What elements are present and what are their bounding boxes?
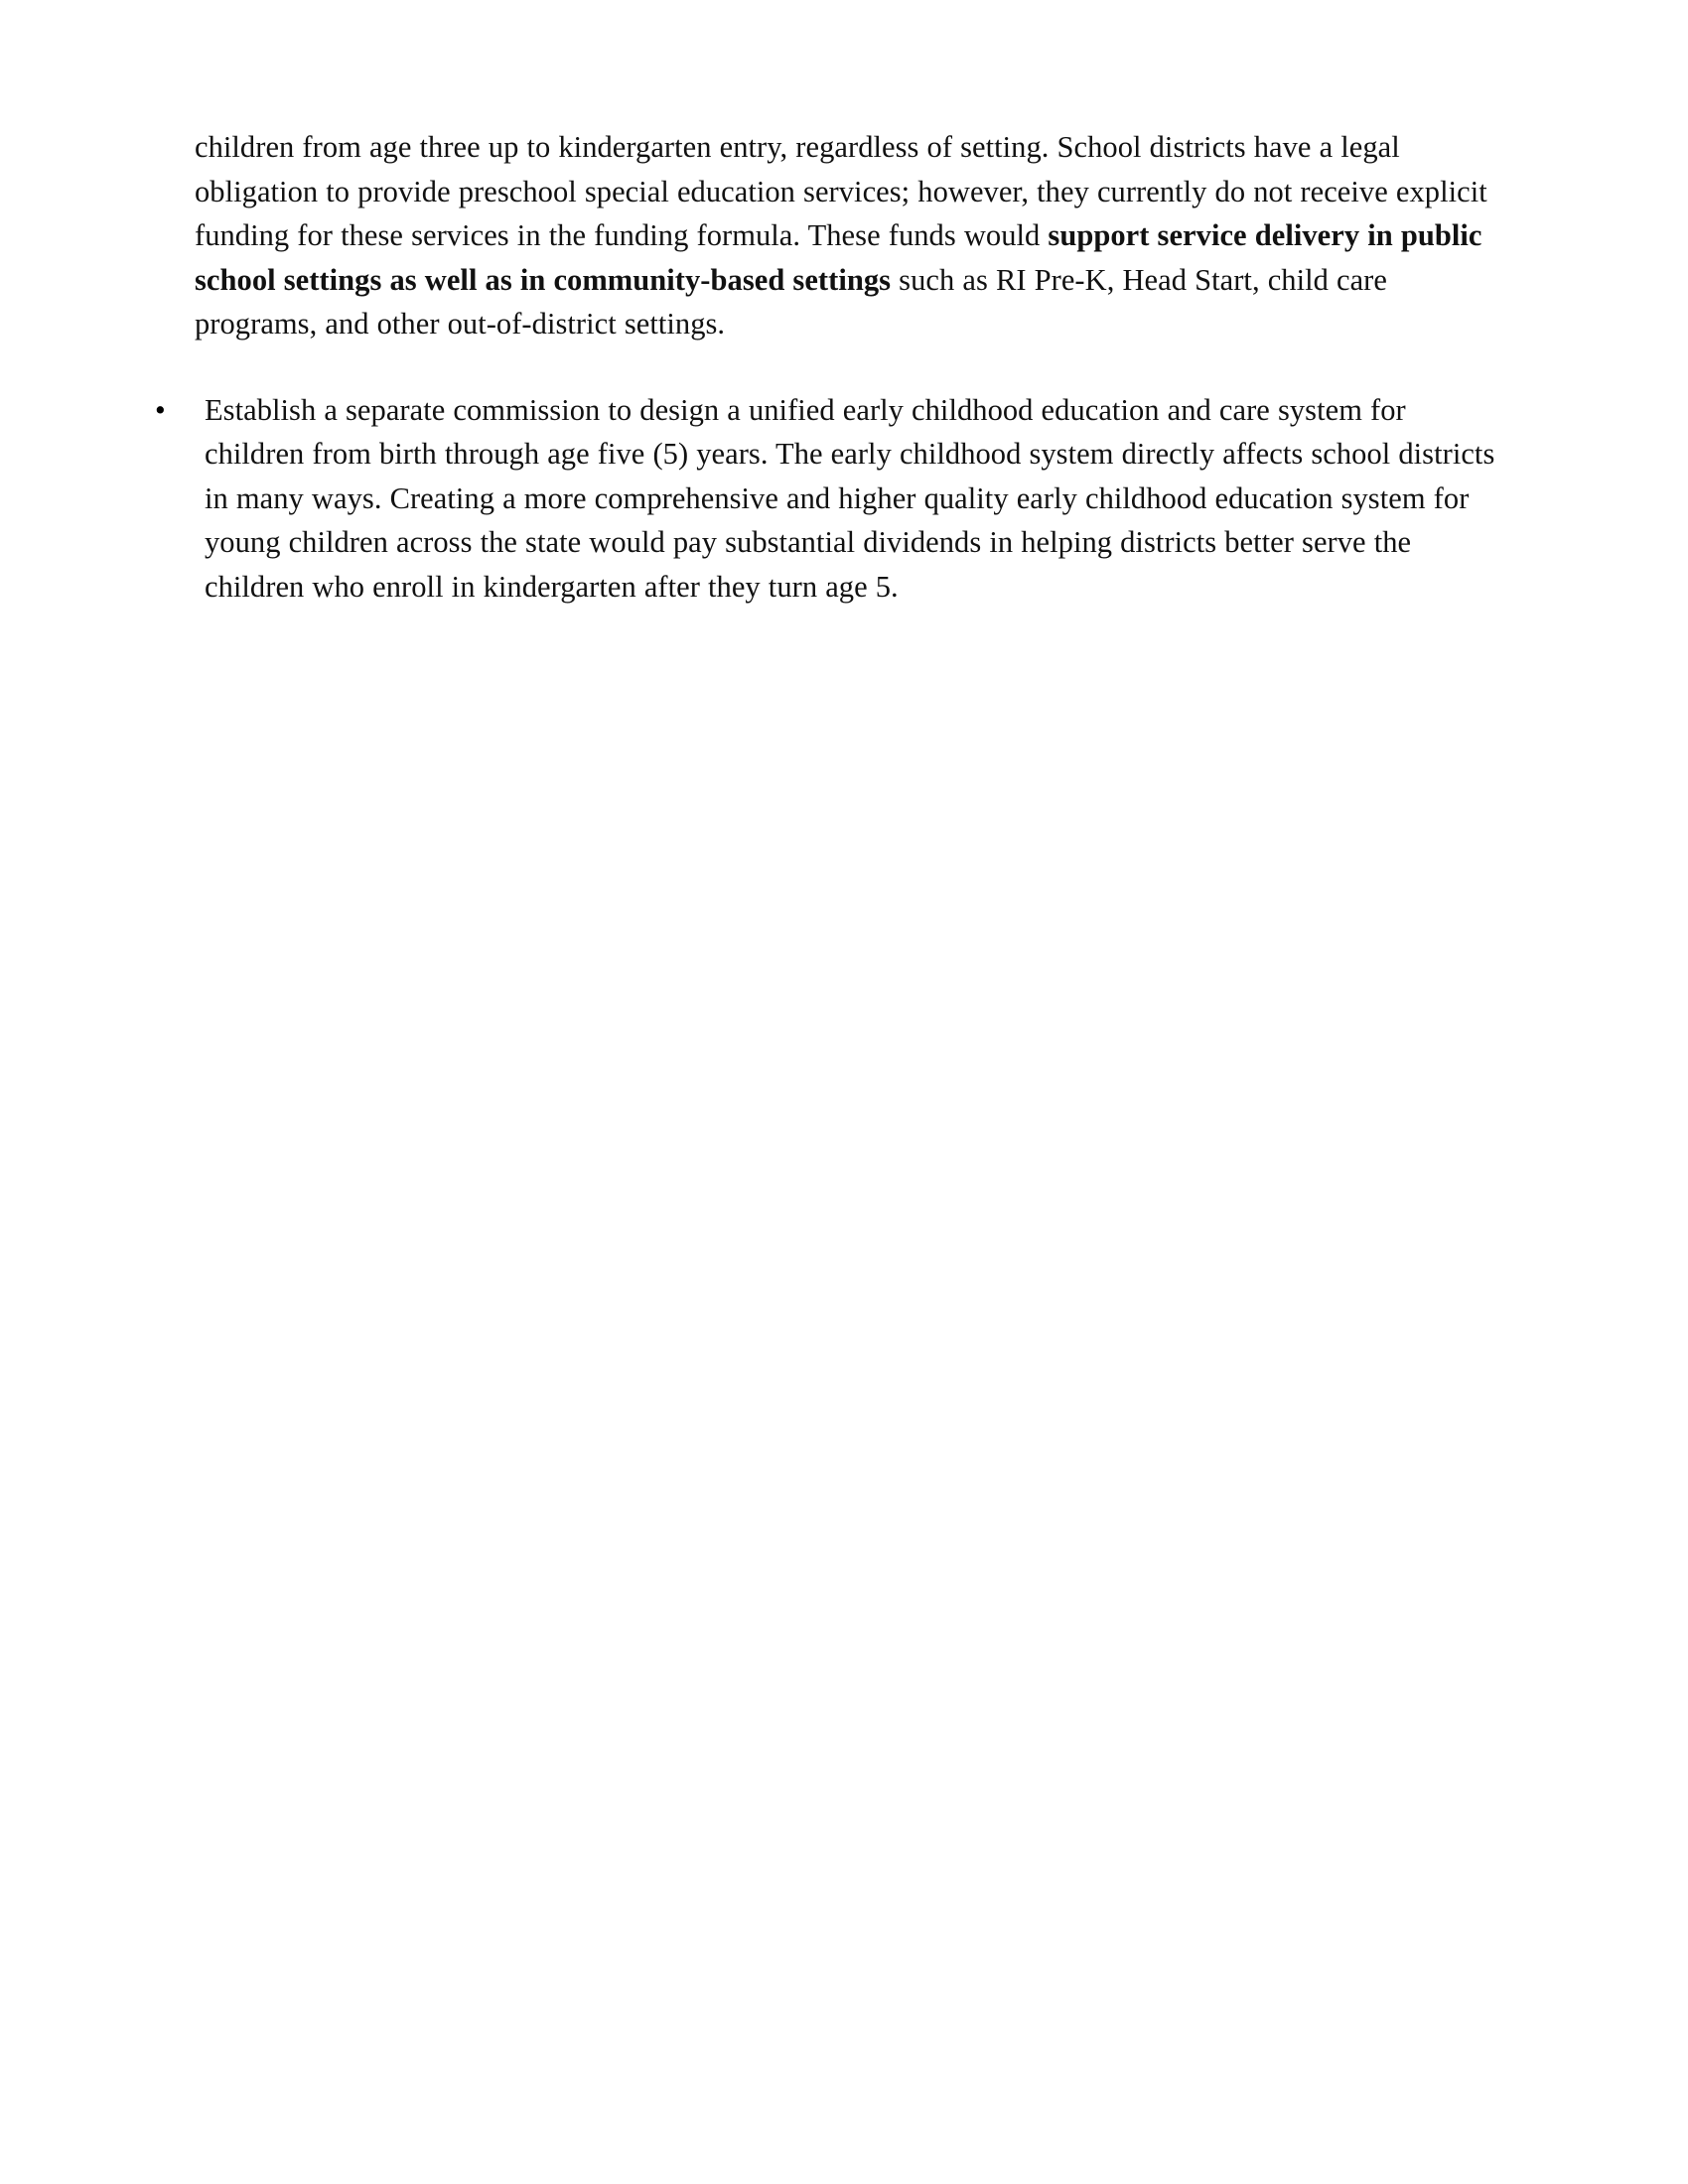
paragraph-run-regular-1: children from age three up to kindergarten entry, regardless of setting. School districts have a legal obligation to provide preschool special education services; however, they currently do not receive explicit funding for these services in the funding formula. These funds would xyxy=(195,130,1487,252)
continuation-paragraph xyxy=(195,125,1505,346)
bullet-marker-icon: • xyxy=(155,392,166,427)
paragraph-run-bold-1: support service delivery in public school settings as well as in community-based settings xyxy=(195,218,1482,297)
document-body xyxy=(155,125,1505,609)
bulleted-list xyxy=(147,388,1505,610)
list-item xyxy=(147,388,1505,610)
list-item-text: Establish a separate commission to design a unified early childhood education and care system for children from birth through age five (5) years. The early childhood system directly affects school districts in many ways. Creating a more comprehensive and higher quality early childhood education system for young children across the state would pay substantial dividends in helping districts better serve the children who enroll in kindergarten after they turn age 5. xyxy=(205,392,1495,604)
paragraph-run-regular-2: such as RI Pre-K, Head Start, child care programs, and other out-of-district settings. xyxy=(195,262,1387,341)
